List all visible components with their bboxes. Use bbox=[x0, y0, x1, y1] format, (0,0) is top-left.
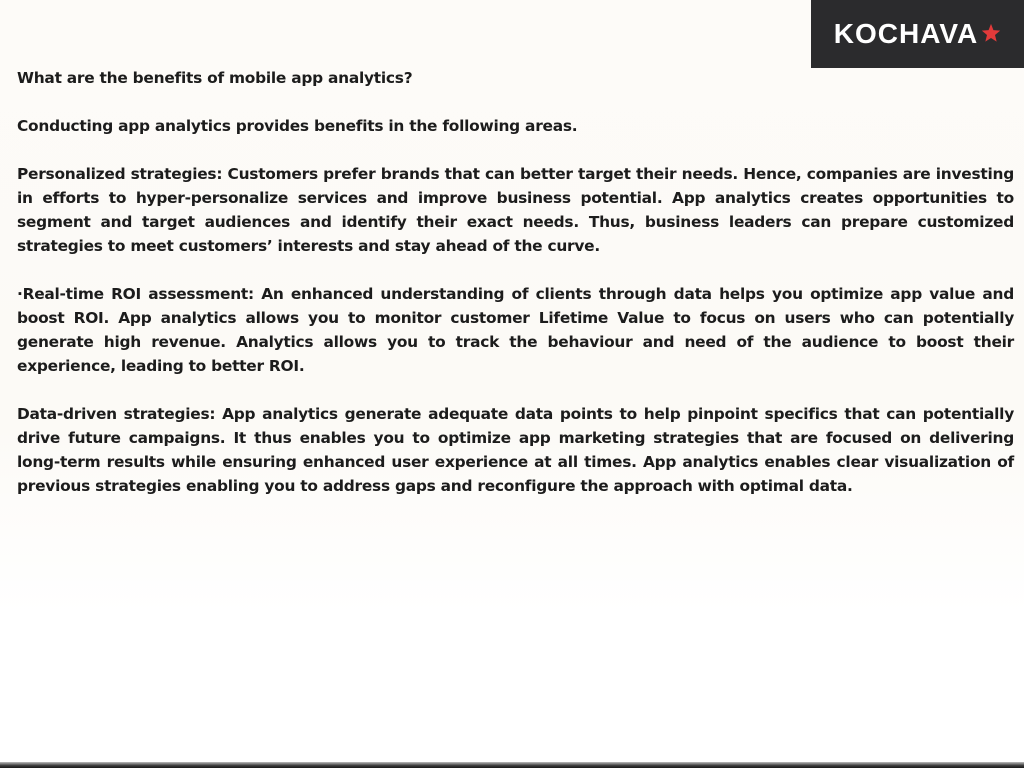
personalized-strategies-paragraph: Personalized strategies: Customers prefer brands that can better target their needs. Hence, companies are investing in efforts to hyper-personalize services and improve business potential. App analytics creates opportunities to segment and target audiences and identify their exact needs. Thus, business leaders can prepare customized strategies to meet customers’ interests and stay ahead of the curve. bbox=[17, 165, 1014, 255]
article-body bbox=[17, 66, 1014, 522]
bottom-divider bbox=[0, 762, 1024, 768]
intro-paragraph: Conducting app analytics provides benefits in the following areas. bbox=[17, 117, 578, 135]
data-driven-strategies-paragraph: Data-driven strategies: App analytics generate adequate data points to help pinpoint specifics that can potentially drive future campaigns. It thus enables you to optimize app marketing strategies that are focused on delivering long-term results while ensuring enhanced user experience at all times. App analytics enables clear visualization of previous strategies enabling you to address gaps and reconfigure the approach with optimal data. bbox=[17, 405, 1014, 495]
brand-logo bbox=[811, 0, 1024, 68]
roi-assessment-paragraph: ·Real-time ROI assessment: An enhanced understanding of clients through data helps you optimize app value and boost ROI. App analytics allows you to monitor customer Lifetime Value to focus on users who can potentially generate high revenue. Analytics allows you to track the behaviour and need of the audience to boost their experience, leading to better ROI. bbox=[17, 285, 1014, 375]
question-heading: What are the benefits of mobile app analytics? bbox=[17, 69, 413, 87]
star-icon bbox=[981, 23, 1001, 43]
logo-text: KOCHAVA bbox=[833, 18, 979, 49]
logo-wordmark bbox=[834, 18, 1001, 50]
